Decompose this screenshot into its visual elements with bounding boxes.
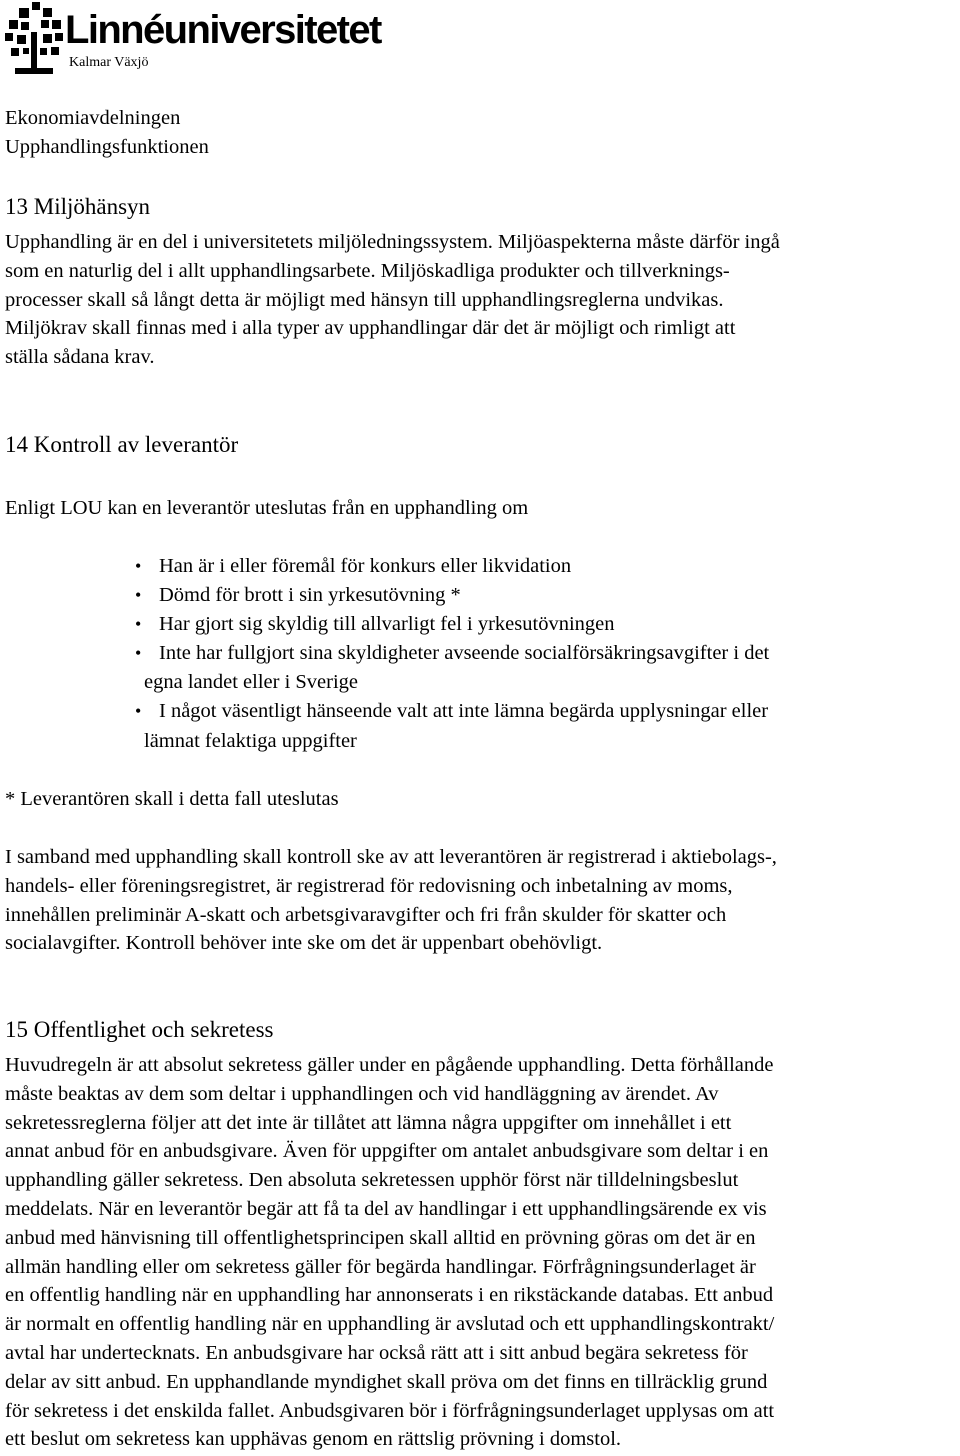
list-item: • I något väsentligt hänseende valt att inte lämna begärda upplysningar eller bbox=[133, 697, 953, 726]
bullet-icon: • bbox=[135, 556, 142, 576]
text-line: socialavgifter. Kontroll behöver inte ske om det är uppenbart obehövligt. bbox=[5, 932, 603, 955]
text-line: måste beaktas av dem som deltar i upphandlingen och vid handläggning av ärendet. Av bbox=[5, 1082, 719, 1105]
text-line: sekretessreglerna följer att det inte är tillåtet att lämna några uppgifter om innehållet i ett bbox=[5, 1111, 732, 1134]
function-name: Upphandlingsfunktionen bbox=[5, 136, 209, 158]
text-line: I samband med upphandling skall kontroll ske av att leverantören är registrerad i aktiebolags-, bbox=[5, 846, 777, 868]
section-14-title: 14 Kontroll av leverantör bbox=[5, 432, 239, 457]
text-line: en offentlig handling när en upphandling har annonserats i en rikstäckande databas. Ett anbud bbox=[5, 1284, 774, 1307]
text-line: processer skall så långt detta är möjligt med hänsyn till upphandlingsreglerna undvikas. bbox=[5, 288, 724, 311]
text-line: Enligt LOU kan en leverantör uteslutas från en upphandling om bbox=[5, 497, 529, 519]
text-line: för sekretess i det enskilda fallet. Anbudsgivaren bör i förfrågningsunderlaget upplysas om att bbox=[5, 1399, 775, 1422]
text-line: ställa sådana krav. bbox=[5, 346, 155, 369]
section-15-title: 15 Offentlighet och sekretess bbox=[5, 1017, 274, 1042]
logo-wordmark: Linnéuniversitetet bbox=[65, 8, 381, 52]
text-line: som en naturlig del i allt upphandlingsarbete. Miljöskadliga produkter och tillverknings- bbox=[5, 259, 730, 282]
bullet-icon: • bbox=[135, 643, 142, 664]
section-13-title: 13 Miljöhänsyn bbox=[5, 194, 151, 219]
text-line: ett beslut om sekretess kan upphävas genom en rättslig prövning i domstol. bbox=[5, 1428, 622, 1451]
bullet-icon: • bbox=[135, 614, 142, 635]
text-line: Miljökrav skall finnas med i alla typer av upphandlingar där det är möjligt och rimligt att bbox=[5, 317, 736, 340]
text-line: Huvudregeln är att absolut sekretess gäller under en pågående upphandling. Detta förhållande bbox=[5, 1054, 774, 1076]
section-13-body bbox=[5, 228, 955, 372]
list-item: • Inte har fullgjort sina skyldigheter avseende socialförsäkringsavgifter i det bbox=[133, 639, 953, 668]
text-line: avtal har undertecknats. En anbudsgivare har också rätt att i sitt anbud begära sekretess för bbox=[5, 1341, 748, 1364]
text-line: allmän handling eller om sekretess gäller för begärda handlingar. Förfrågningsunderlaget är bbox=[5, 1255, 756, 1278]
footnote: * Leverantören skall i detta fall uteslutas bbox=[5, 788, 339, 810]
header-block bbox=[5, 104, 209, 162]
list-item: • Har gjort sig skyldig till allvarligt fel i yrkesutövningen bbox=[133, 610, 953, 639]
text-line: handels- eller föreningsregistret, är registrerad för redovisning och inbetalning av moms, bbox=[5, 874, 733, 897]
text-line: anbud med hänvisning till offentlighetsprincipen skall alltid en prövning göras om det är en bbox=[5, 1226, 756, 1249]
section-15-body bbox=[5, 1051, 955, 1454]
department-name: Ekonomiavdelningen bbox=[5, 107, 181, 129]
text-line: är normalt en offentlig handling när en upphandling är avslutad och ett upphandlingskontrakt/ bbox=[5, 1313, 775, 1336]
list-item: • Han är i eller föremål för konkurs eller likvidation bbox=[133, 552, 953, 581]
bullet-icon: • bbox=[135, 701, 142, 722]
bullet-icon: • bbox=[135, 585, 142, 606]
text-line: annat anbud för en anbudsgivare. Även för uppgifter om antalet anbudsgivare som deltar i en bbox=[5, 1140, 769, 1163]
text-line: upphandling gäller sekretess. Den absoluta sekretessen upphör först när tilldelningsbeslut bbox=[5, 1169, 739, 1192]
section-14-body bbox=[5, 843, 955, 958]
text-line: innehållen preliminär A-skatt och arbetsgivaravgifter och fri från skulder för skatter och bbox=[5, 903, 727, 926]
exclusion-criteria-list bbox=[133, 552, 953, 756]
tree-logo-icon bbox=[5, 2, 63, 74]
list-item: • Dömd för brott i sin yrkesutövning * bbox=[133, 581, 953, 610]
section-14-intro bbox=[5, 494, 955, 523]
list-item-continuation: egna landet eller i Sverige bbox=[144, 671, 359, 694]
university-logo bbox=[5, 0, 415, 78]
text-line: meddelats. När en leverantör begär att få ta del av handlingar i ett upphandlingsärende ex vis bbox=[5, 1197, 767, 1220]
list-item-continuation: lämnat felaktiga uppgifter bbox=[144, 729, 357, 752]
text-line: delar av sitt anbud. En upphandlande myndighet skall pröva om det finns en tillräcklig grund bbox=[5, 1370, 768, 1393]
logo-subtitle: Kalmar Växjö bbox=[69, 55, 149, 70]
text-line: Upphandling är en del i universitetets miljöledningssystem. Miljöaspekterna måste därför ingå bbox=[5, 231, 780, 253]
